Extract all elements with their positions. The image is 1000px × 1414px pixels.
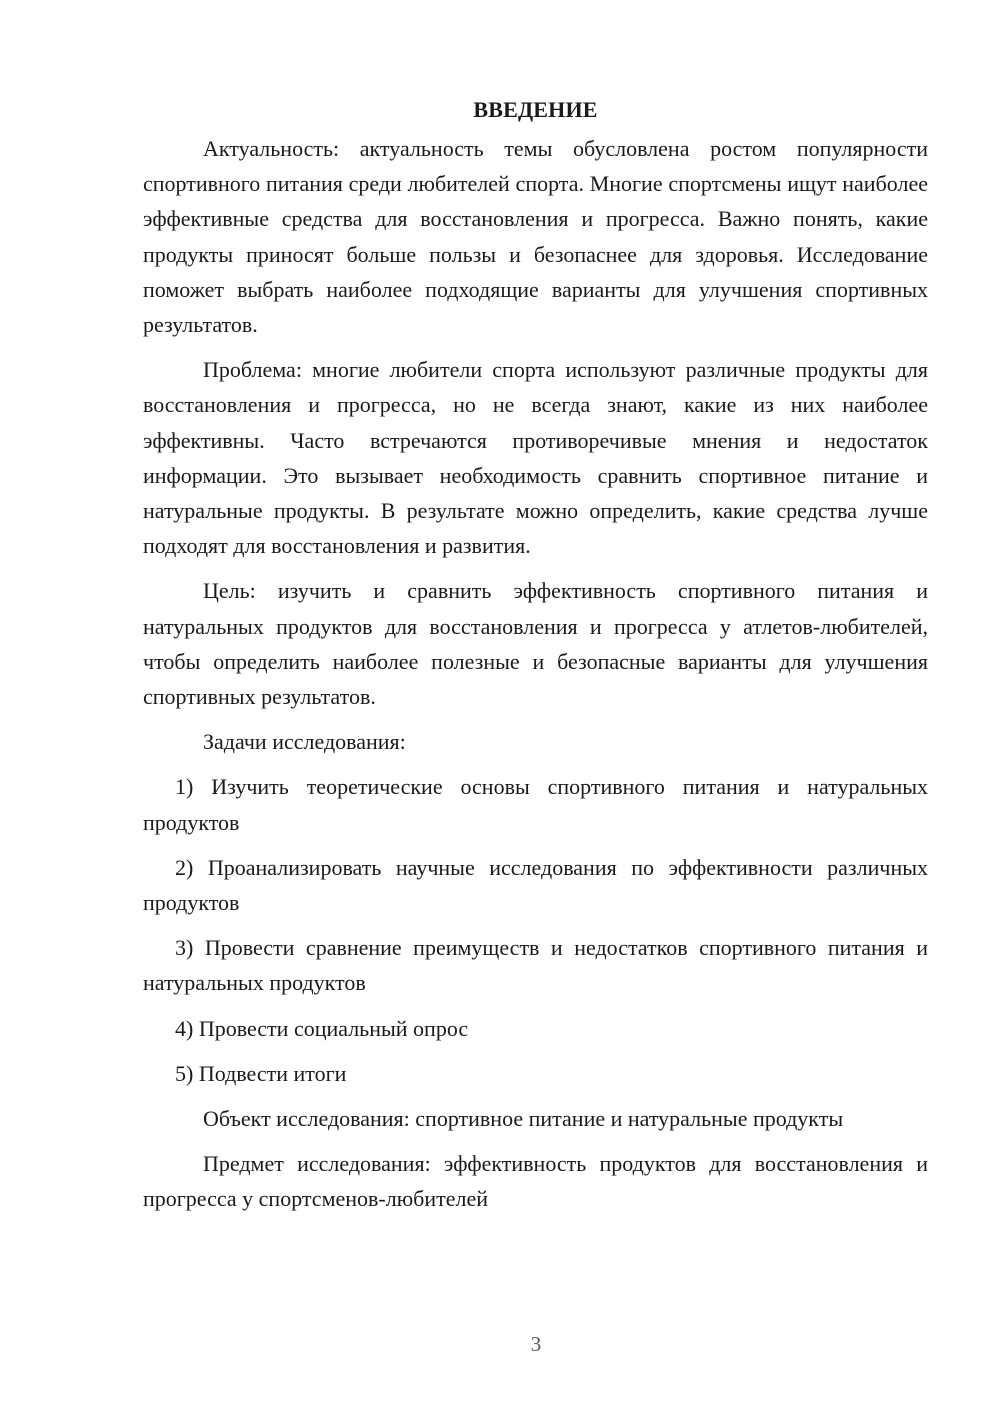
list-item: 2) Проанализировать научные исследования по эффективности различных продуктов — [143, 854, 928, 916]
paragraph-problem: Проблема: многие любители спорта используют различные продукты для восстановления и прогресса, но не всегда знают, какие из них наиболее эффективны. Часто встречаются противоречивые мнения и недостаток информации. Это вызывает необходимость сравнить спортивное питание и натуральные продукты. В результате можно определить, какие средства лучше подходят для восстановления и развития. — [143, 357, 928, 559]
paragraph-object: Объект исследования: спортивное питание и натуральные продукты — [203, 1106, 844, 1132]
page-number: 3 — [530, 1332, 542, 1356]
paragraph-goal: Цель: изучить и сравнить эффективность спортивного питания и натуральных продуктов для восстановления и прогресса у атлетов-любителей, чтобы определить наиболее полезные и безопасные варианты для улучшения спортивных результатов. — [143, 578, 928, 710]
list-item: 1) Изучить теоретические основы спортивного питания и натуральных продуктов — [143, 774, 928, 835]
document-page — [143, 92, 928, 1217]
page-title: ВВЕДЕНИЕ — [473, 97, 598, 122]
tasks-heading: Задачи исследования: — [203, 729, 406, 755]
list-item: 3) Провести сравнение преимуществ и недостатков спортивного питания и натуральных продуктов — [143, 935, 928, 996]
tasks-list — [143, 769, 928, 1091]
paragraph-subject: Предмет исследования: эффективность продуктов для восстановления и прогресса у спортсменов-любителей — [143, 1151, 928, 1212]
paragraph-relevance: Актуальность: актуальность темы обусловлена ростом популярности спортивного питания среди любителей спорта. Многие спортсмены ищут наиболее эффективные средства для восстановления и прогресса. Важно понять, какие продукты приносят больше пользы и безопаснее для здоровья. Исследование поможет выбрать наиболее подходящие варианты для улучшения спортивных результатов. — [143, 136, 928, 338]
list-item: 4) Провести социальный опрос — [175, 1015, 469, 1041]
list-item: 5) Подвести итоги — [175, 1060, 347, 1086]
